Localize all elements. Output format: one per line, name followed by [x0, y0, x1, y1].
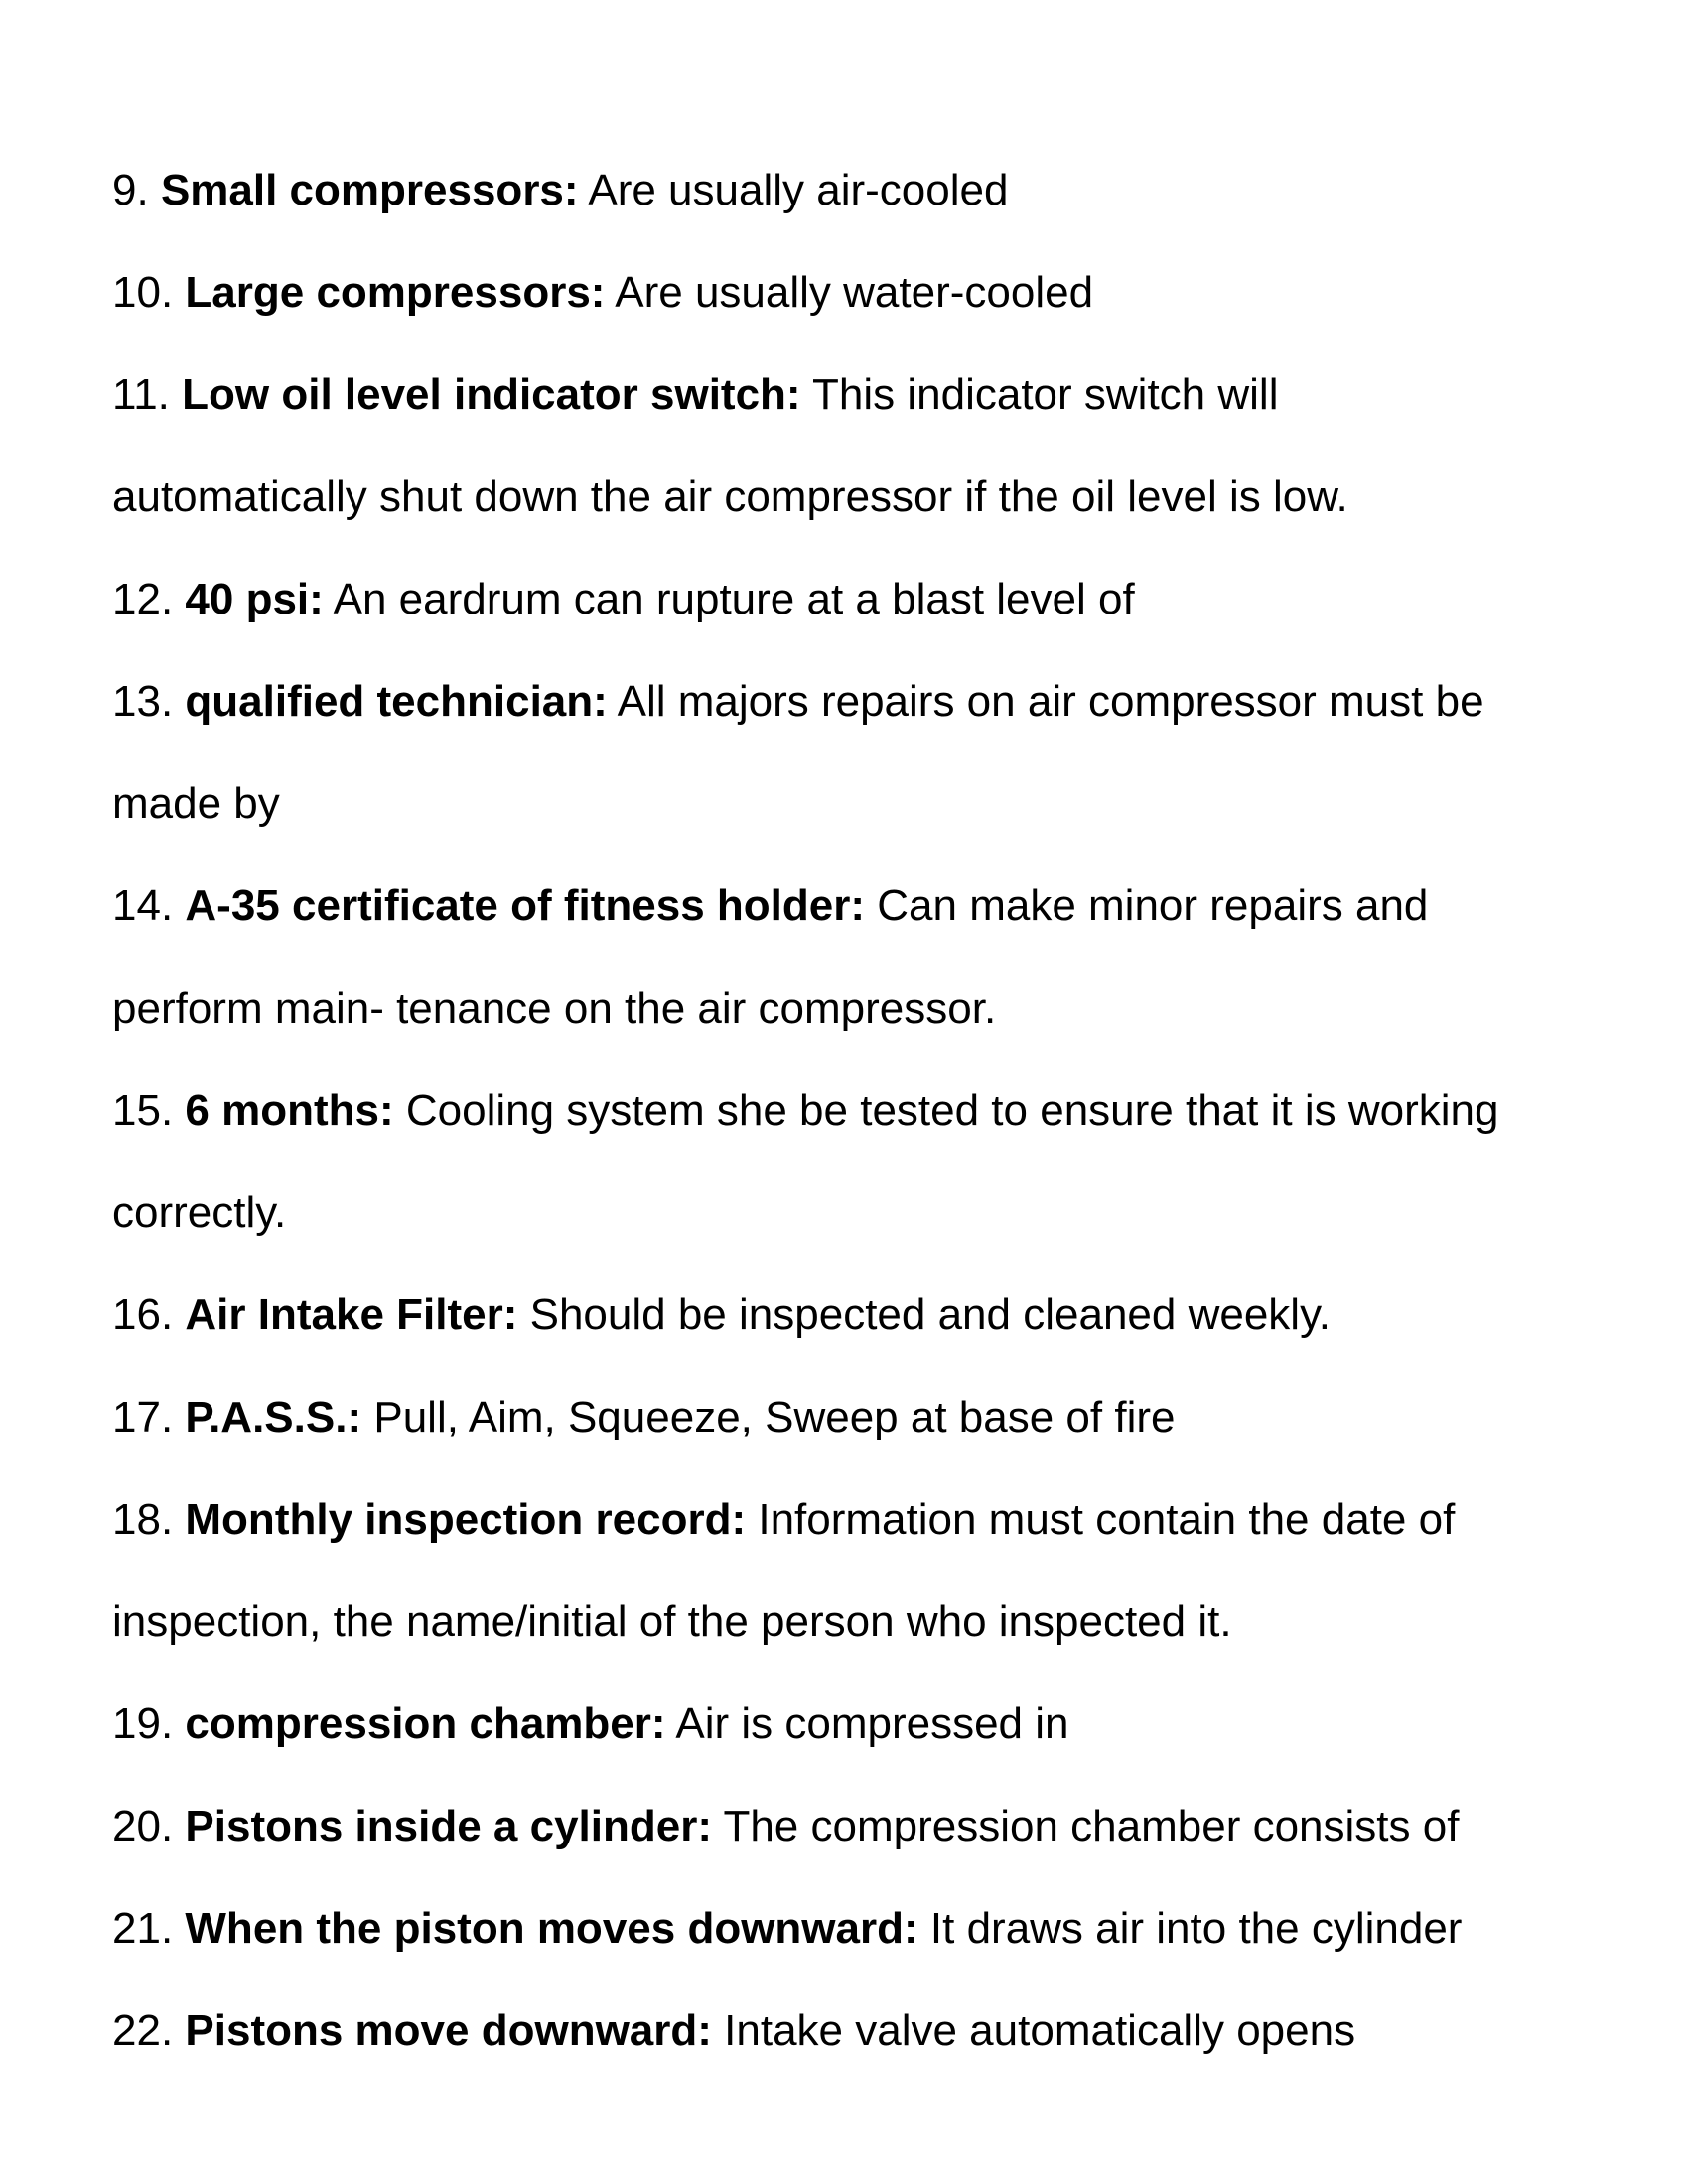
item-number: 15. — [112, 1086, 174, 1135]
item-number: 20. — [112, 1802, 174, 1850]
item-definition-continued: made by — [112, 779, 280, 828]
item-term: Monthly inspection record: — [185, 1495, 747, 1544]
item-term: 6 months: — [185, 1086, 394, 1135]
item-definition: This indicator switch will — [812, 370, 1279, 419]
item-number: 16. — [112, 1291, 174, 1339]
item-definition: Air is compressed in — [675, 1700, 1069, 1748]
item-number: 19. — [112, 1700, 174, 1748]
item-term: Large compressors: — [185, 268, 606, 317]
item-definition: Intake valve automatically opens — [724, 2006, 1356, 2055]
item-definition: An eardrum can rupture at a blast level of — [333, 575, 1135, 623]
item-definition: It draws air into the cylinder — [929, 1904, 1463, 1953]
item-number: 22. — [112, 2006, 174, 2055]
item-definition: Information must contain the date of — [758, 1495, 1456, 1544]
item-definition-continued: inspection, the name/initial of the person who inspected it. — [112, 1597, 1232, 1646]
list-item-15 — [112, 1059, 1569, 1264]
item-number: 12. — [112, 575, 174, 623]
list-item-18 — [112, 1468, 1569, 1673]
item-number: 18. — [112, 1495, 174, 1544]
list-item-22 — [112, 1979, 1569, 2082]
item-term: When the piston moves downward: — [185, 1904, 918, 1953]
list-item-16 — [112, 1264, 1569, 1366]
list-item-20 — [112, 1775, 1569, 1877]
item-term: Pistons inside a cylinder: — [185, 1802, 713, 1850]
list-item-14 — [112, 855, 1569, 1059]
item-definition: Can make minor repairs and — [877, 882, 1429, 930]
list-item-12 — [112, 548, 1569, 650]
item-term: A-35 certificate of fitness holder: — [185, 882, 866, 930]
item-term: Air Intake Filter: — [185, 1291, 518, 1339]
list-item-13 — [112, 650, 1569, 855]
item-term: Pistons move downward: — [185, 2006, 712, 2055]
item-definition: Are usually air-cooled — [588, 166, 1009, 214]
item-term: compression chamber: — [185, 1700, 666, 1748]
item-definition: Are usually water-cooled — [615, 268, 1094, 317]
item-number: 21. — [112, 1904, 174, 1953]
list-item-21 — [112, 1877, 1569, 1979]
item-number: 10. — [112, 268, 174, 317]
item-definition: Pull, Aim, Squeeze, Sweep at base of fire — [373, 1393, 1176, 1441]
item-number: 14. — [112, 882, 174, 930]
item-number: 13. — [112, 677, 174, 726]
item-definition: All majors repairs on air compressor must be — [617, 677, 1484, 726]
list-item-17 — [112, 1366, 1569, 1468]
item-definition: The compression chamber consists of — [723, 1802, 1460, 1850]
item-number: 17. — [112, 1393, 174, 1441]
item-definition: Cooling system she be tested to ensure that it is working — [405, 1086, 1499, 1135]
item-definition-continued: correctly. — [112, 1188, 287, 1237]
list-item-11 — [112, 343, 1569, 548]
list-item-19 — [112, 1673, 1569, 1775]
item-term: Low oil level indicator switch: — [182, 370, 801, 419]
item-term: 40 psi: — [185, 575, 324, 623]
item-definition-continued: perform main- tenance on the air compressor. — [112, 984, 997, 1032]
item-number: 9. — [112, 166, 149, 214]
item-term: Small compressors: — [160, 166, 579, 214]
item-number: 11. — [112, 370, 170, 419]
item-term: qualified technician: — [185, 677, 608, 726]
list-item-9 — [112, 139, 1569, 241]
item-definition: Should be inspected and cleaned weekly. — [529, 1291, 1332, 1339]
item-definition-continued: automatically shut down the air compressor if the oil level is low. — [112, 473, 1348, 521]
item-term: P.A.S.S.: — [185, 1393, 362, 1441]
list-item-10 — [112, 241, 1569, 343]
